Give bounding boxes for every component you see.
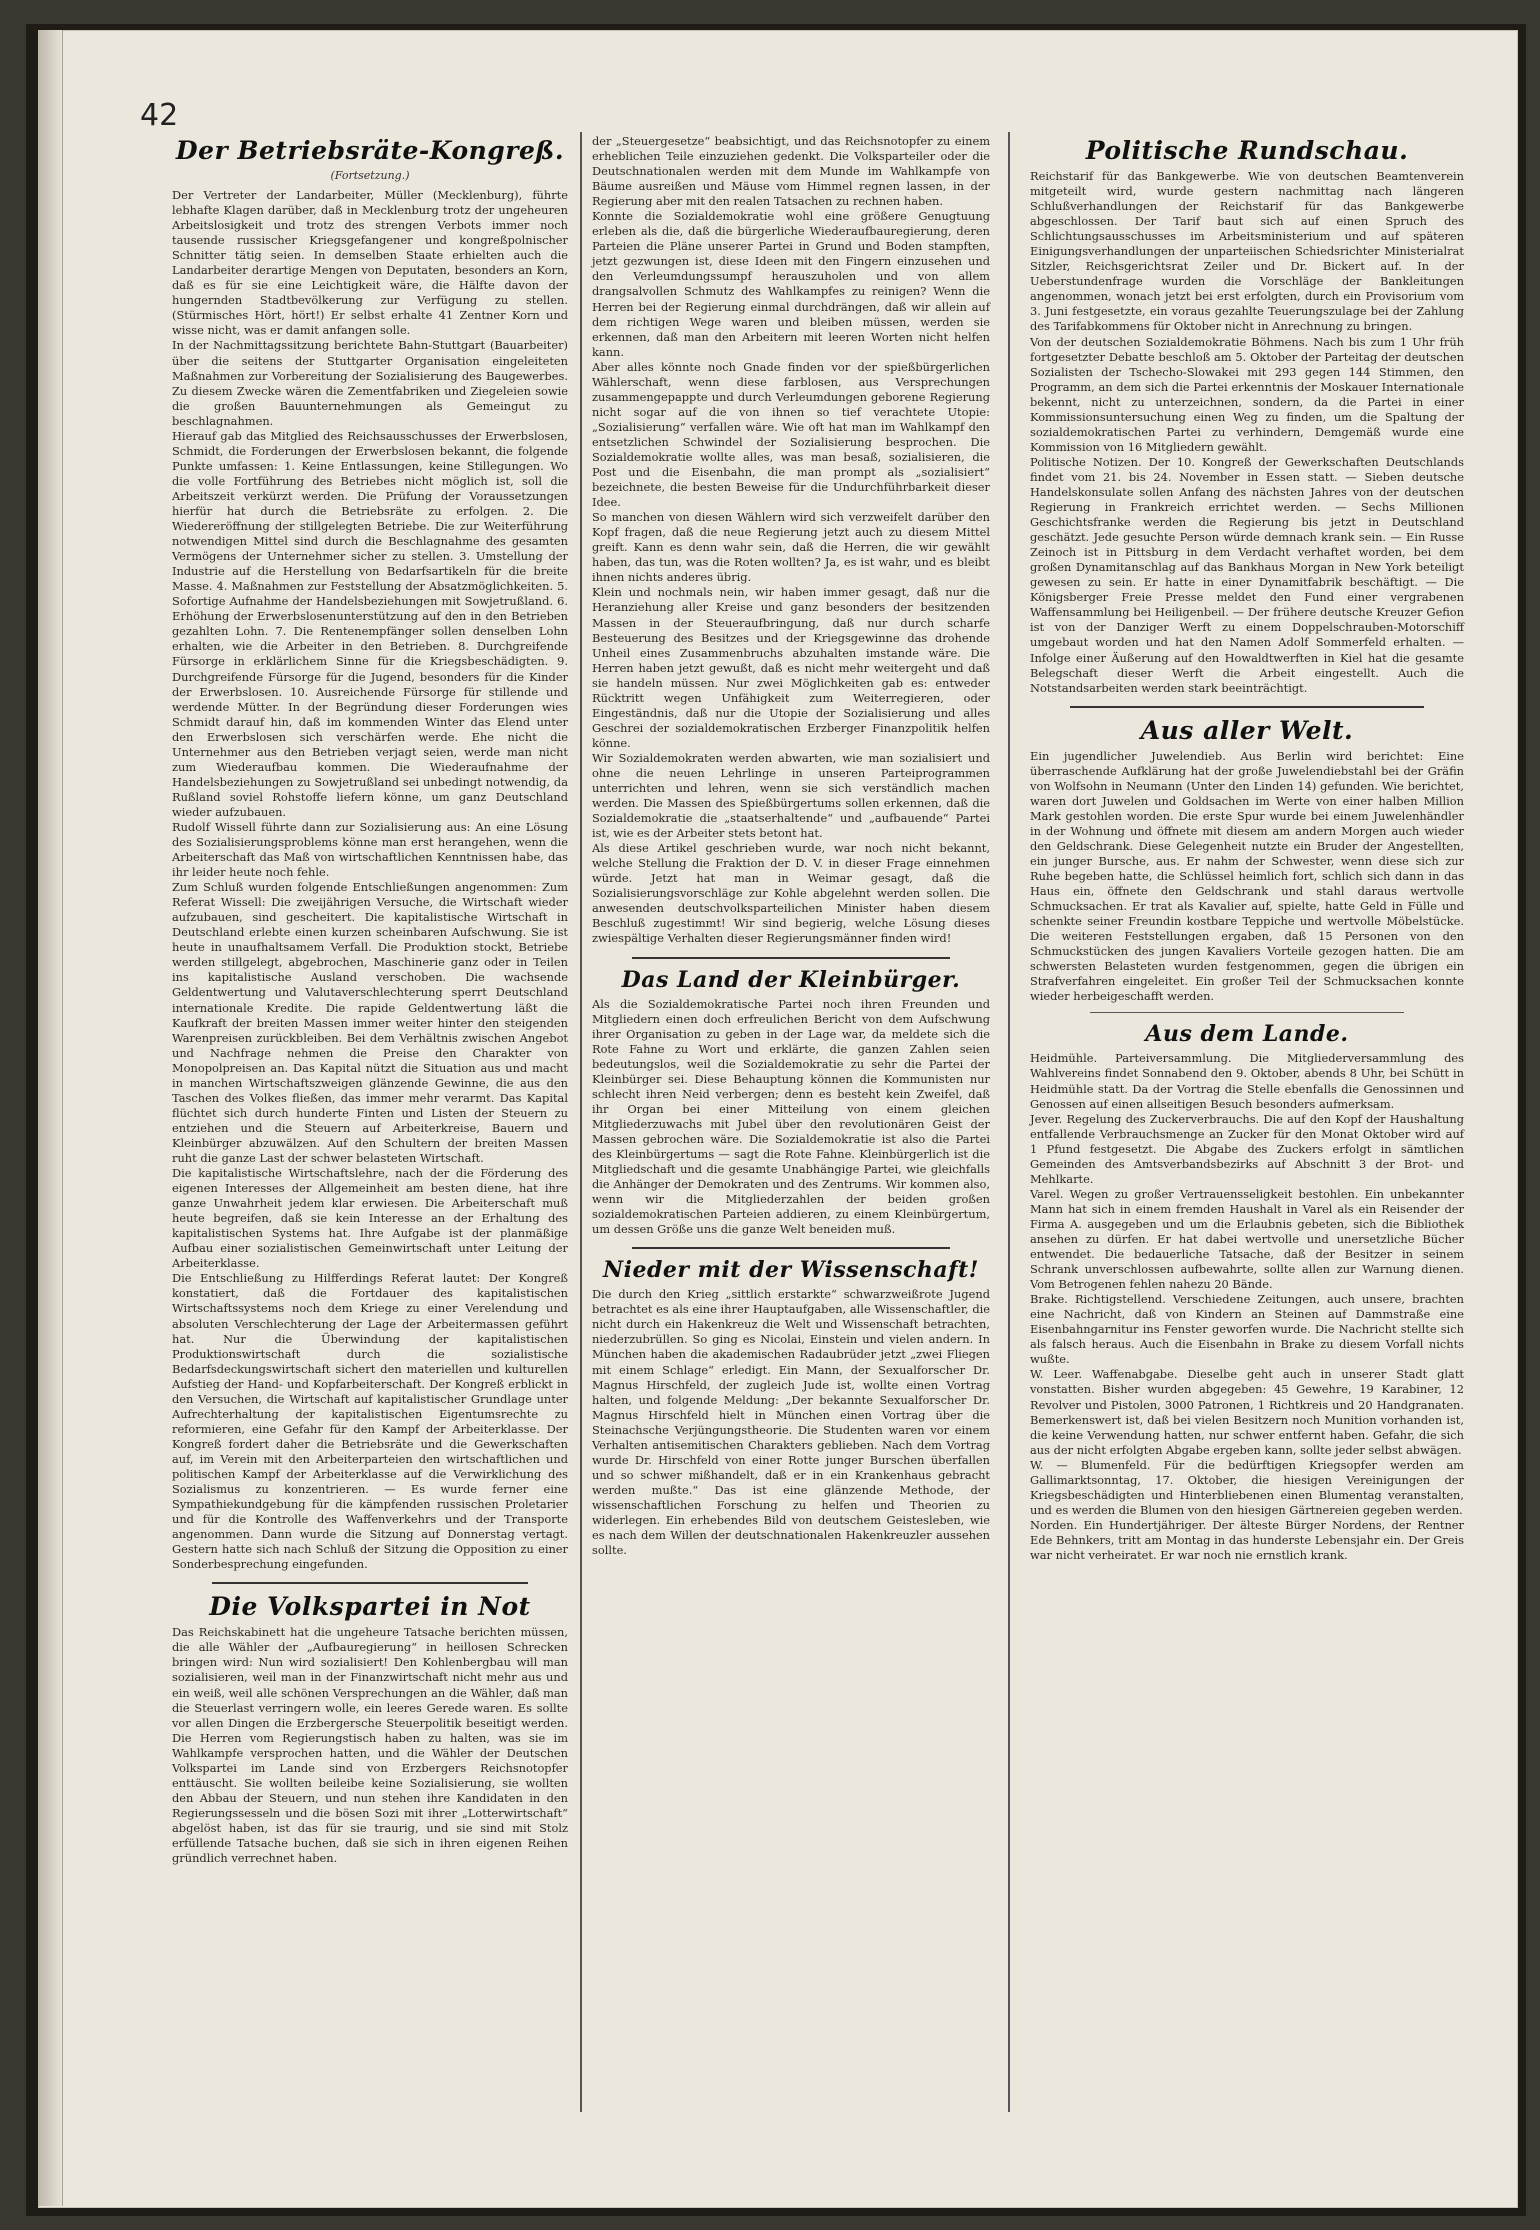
article-separator	[632, 1247, 950, 1249]
article-paragraph: Ein jugendlicher Juwelendieb. Aus Berlin wird berichtet: Eine überraschende Aufklärung hat der große Juwelendiebstahl bei der Gräfin von Wolfsohn in Neumann (Unter den Linden 14) gefunden. Wie berichtet, waren dort Juwelen und Goldsachen im Werte von einer halben Million Mark gestohlen worden. Die erste Spur wurde bei einem Juwelenhändler in der Wohnung und öffnete mit diesem am andern Morgen auch wieder den Geldschrank. Diese Gelegenheit nutzte ein Bruder der Angestellten, ein junger Bursche, aus. Er nahm der Schwester, wenn diese sich zur Ruhe begeben hatte, die Schlüssel heimlich fort, schlich sich dann in das Haus ein, öffnete den Geldschrank und stahl daraus wertvolle Schmucksachen. Er trat als Kavalier auf, spielte, hatte Geld in Fülle und schenkte seiner Freundin kostbare Teppiche und wertvolle Möbelstücke. Die weiteren Feststellungen ergaben, daß 15 Personen von den Schmuckstücken des jungen Kavaliers Vorteile gezogen hatten. Die am schwersten Belasteten wurden festgenommen, gegen die übrigen ein Strafverfahren eingeleitet. Ein großer Teil der Schmucksachen konnte wieder herbeigeschafft werden.	[1030, 748, 1464, 1004]
article-paragraph: Das Reichskabinett hat die ungeheure Tatsache berichten müssen, die alle Wähler der „Aufbauregierung“ in heillosen Schrecken bringen wird: Nun wird sozialisiert! Den Kohlenbergbau will man sozialisieren, weil man in der Finanzwirtschaft nicht mehr aus und ein weiß, weil alle schönen Versprechungen an die Wähler, daß man die Steuerlast verringern wolle, ein leeres Gerede waren. Es sollte vor allen Dingen die Erzbergersche Steuerpolitik beseitigt werden. Die Herren vom Regierungstisch haben zu halten, was sie im Wahlkampfe versprochen hatten, und die Wähler der Deutschen Volkspartei im Lande sind von Erzbergers Reichsnotopfer enttäuscht. Sie wollten beileibe keine Sozialisierung, sie wollten den Abbau der Steuern, und nun stehen ihre Kandidaten in den Regierungssesseln und die bösen Sozi mit ihrer „Lotterwirtschaft“ abgelöst haben, ist das für sie traurig, und sie sind mit Stolz erfüllende Tatsache buchen, daß sie sich in ihren eigenen Reihen gründlich verrechnet haben.	[172, 1625, 568, 1866]
article-paragraph: Hierauf gab das Mitglied des Reichsausschusses der Erwerbslosen, Schmidt, die Forderungen der Erwerbslosen bekannt, die folgende Punkte umfassen: 1. Keine Entlassungen, keine Stillegungen. Wo die volle Fortführung des Betriebes nicht möglich ist, soll die Arbeitszeit verkürzt werden. Die Prüfung der Voraussetzungen hierfür hat durch die Betriebsräte zu erfolgen. 2. Die Wiedereröffnung der stillgelegten Betriebe. Die zur Weiterführung notwendigen Mittel sind durch die Beschlagnahme des gesamten Vermögens der Unternehmer sicher zu stellen. 3. Umstellung der Industrie auf die Herstellung von Bedarfsartikeln für die breite Masse. 4. Maßnahmen zur Feststellung der Absatzmöglichkeiten. 5. Sofortige Aufnahme der Handelsbeziehungen mit Sowjetrußland. 6. Erhöhung der Erwerbslosenunterstützung auf den in den Betrieben gezahlten Lohn. 7. Die Rentenempfänger sollen denselben Lohn erhalten, wie die Arbeiter in den Betrieben. 8. Durchgreifende Fürsorge in erklärlichem Sinne für die Kriegsbeschädigten. 9. Durchgreifende Fürsorge für die Jugend, besonders für die Kinder der Erwerbslosen. 10. Ausreichende Fürsorge für stillende und werdende Mütter. In der Begründung dieser Forderungen wies Schmidt darauf hin, daß im kommenden Winter das Elend unter den Erwerbslosen sich verschärfen werde. Ehe nicht die Unternehmer aus den Betrieben verjagt seien, werde man nicht zum Wiederaufbau kommen. Die Wiederaufnahme der Handelsbeziehungen zu Sowjetrußland sei unbedingt notwendig, da Rußland soviel Rohstoffe liefern könne, um ganz Deutschland wieder aufzubauen.	[172, 428, 568, 819]
article-separator	[632, 957, 950, 959]
headline-betriebsraete: Der Betriebsräte-Kongreß.	[175, 136, 565, 165]
headline-volkspartei: Die Volkspartei in Not	[209, 1592, 531, 1622]
article-separator	[1070, 706, 1424, 708]
article-paragraph: Jever. Regelung des Zuckerverbrauchs. Die auf den Kopf der Haushaltung entfallende Verbrauchsmenge an Zucker für den Monat Oktober wird auf 1 Pfund festgesetzt. Die Abgabe des Zuckers erfolgt in sämtlichen Gemeinden des Amtsverbandsbezirks auf Abschnitt 3 der Brot- und Mehlkarte.	[1030, 1111, 1464, 1186]
article-paragraph: Die durch den Krieg „sittlich erstarkte“ schwarzweißrote Jugend betrachtet es als eine ihrer Hauptaufgaben, alle Wissenschaftler, die nicht durch ein Hakenkreuz die Welt und Wissenschaft betrachten, niederzubrüllen. So ging es Nicolai, Einstein und vielen andern. In München haben die akademischen Radaubrüder jetzt „zwei Fliegen mit einem Schlage“ erledigt. Ein Mann, der Sexualforscher Dr. Magnus Hirschfeld, der zugleich Jude ist, wollte einen Vortrag halten, und folgende Meldung: „Der bekannte Sexualforscher Dr. Magnus Hirschfeld hielt in München einen Vortrag über die Steinachsche Verjüngungstheorie. Die Studenten waren vor einem Verhalten antisemitischen Charakters geblieben. Nach dem Vortrag wurde Dr. Hirschfeld von einer Rotte junger Burschen überfallen und so schwer mißhandelt, daß er in ein Krankenhaus gebracht werden mußte.“ Das ist eine glänzende Methode, der wissenschaftlichen Forschung zu helfen und Theorien zu widerlegen. Ein erhebendes Bild von deutschem Geistesleben, wie es nach dem Willen der deutschnationalen Hakenkreuzler aussehen sollte.	[592, 1287, 990, 1558]
article-paragraph: Aber alles könnte noch Gnade finden vor der spießbürgerlichen Wählerschaft, wenn diese farblosen, aus Versprechungen zusammengepappte und durch Verleumdungen geborene Regierung nicht sogar auf die von ihnen so tief verachtete Utopie: „Sozialisierung“ verfallen wäre. Wie oft hat man im Wahlkampf den entsetzlichen Schwindel der Sozialisierung besprochen. Die Sozialdemokratie wollte alles, was man besaß, sozialisieren, die Post und die Eisenbahn, die man prompt als „sozialisiert“ bezeichnete, die besten Beweise für die Undurchführbarkeit dieser Idee.	[592, 359, 990, 510]
article-paragraph: Wir Sozialdemokraten werden abwarten, wie man sozialisiert und ohne die neuen Lehrlinge in unseren Parteiprogrammen unterrichten und lehren, wenn sie sich verständlich machen werden. Die Massen des Spießbürgertums sollen erkennen, daß die Sozialdemokratie die „staatserhaltende“ und „aufbauende“ Partei ist, wie es der Arbeiter stets betont hat.	[592, 750, 990, 841]
article-paragraph: Die Entschließung zu Hilfferdings Referat lautet: Der Kongreß konstatiert, daß die Fortdauer des kapitalistischen Wirtschaftssystems noch dem Kriege zu einer Verelendung und absoluten Verschlechterung der Lage der Arbeitermassen geführt hat. Nur die Überwindung der kapitalistischen Produktionswirtschaft durch die sozialistische Bedarfsdeckungswirtschaft sichert den materiellen und kulturellen Aufstieg der Hand- und Kopfarbeiterschaft. Der Kongreß erblickt in den Versuchen, die Wirtschaft auf kapitalistischer Grundlage unter Aufrechterhaltung der kapitalistischen Eigentumsrechte zu reformieren, eine Gefahr für den Kampf der Arbeiterklasse. Der Kongreß fordert daher die Betriebsräte und die Gewerkschaften auf, im Verein mit den Arbeiterparteien den wirtschaftlichen und politischen Kampf der Arbeiterklasse auf die Verwirklichung des Sozialismus zu konzentrieren. — Es wurde ferner eine Sympathiekundgebung für die kämpfenden russischen Proletarier und für die Kontrolle des Waffenverkehrs und der Transporte angenommen. Dann wurde die Sitzung auf Donnerstag vertagt. Gestern hatte sich nach Schluß der Sitzung die Opposition zu einer Sonderbesprechung eingefunden.	[172, 1271, 568, 1572]
column-right	[1030, 128, 1464, 1563]
article-paragraph: der „Steuergesetze“ beabsichtigt, und das Reichsnotopfer zu einem erheblichen Teile einzuziehen gedenkt. Die Volksparteiler oder die Deutschnationalen werden mit dem Munde im Wahlkampfe von Bäume ausreißen und Mäuse vom Himmel regnen lassen, in der Regierung aber mit den realen Tatsachen zu rechnen haben.	[592, 134, 990, 209]
article-paragraph: Die kapitalistische Wirtschaftslehre, nach der die Förderung des eigenen Interesses der Allgemeinheit am besten diene, hat ihre ganze Unwahrheit jedem klar erwiesen. Die Arbeiterschaft muß heute begreifen, daß sie kein Interesse an der Erhaltung des kapitalistischen Systems hat. Ihre Aufgabe ist der planmäßige Aufbau einer sozialistischen Gemeinwirtschaft unter Leitung der Arbeiterklasse.	[172, 1166, 568, 1271]
column-middle	[592, 134, 990, 1558]
article-paragraph: Reichstarif für das Bankgewerbe. Wie von deutschen Beamtenverein mitgeteilt wird, wurde gestern nachmittag nach längeren Schlußverhandlungen der Reichstarif für das Bankgewerbe abgeschlossen. Der Tarif baut sich auf einen Spruch des Schlichtungsausschusses im Arbeitsministerium und auf späteren Einigungsverhandlungen der unparteiischen Schiedsrichter Ministerialrat Sitzler, Reichsgerichtsrat Zeiler und Dr. Bickert auf. In der Ueberstundenfrage wurden die Vorschläge der Bankleitungen angenommen, wonach jetzt bei erst erfolgten, durch ein Provisorium vom 3. Juni festgesetzte, ein voraus gezahlte Teuerungszulage bei der Zahlung des Tarifabkommens für Oktober nicht in Anrechnung zu bringen.	[1030, 169, 1464, 334]
headline-kleinbuerger: Das Land der Kleinbürger.	[621, 966, 961, 993]
article-paragraph: Konnte die Sozialdemokratie wohl eine größere Genugtuung erleben als die, daß die bürgerliche Wiederaufbauregierung, deren Parteien die Pläne unserer Partei in Grund und Boden stampften, jetzt gezwungen ist, diese Ideen mit den Fingern einzusehen und den Verleumdungssumpf herauszuholen und von allem drangsalvollen Schmutz des Wahlkampfes zu reinigen? Wenn die Herren bei der Regierung einmal durchdrängen, daß wir allein auf dem richtigen Wege waren und bleiben müssen, werden sie erkennen, daß man den Arbeitern mit leeren Worten nicht helfen kann.	[592, 209, 990, 359]
page-number: 42	[140, 98, 179, 133]
headline-wissenschaft: Nieder mit der Wissenschaft!	[603, 1257, 979, 1284]
article-paragraph: W. — Blumenfeld. Für die bedürftigen Kriegsopfer werden am Gallimarktsonntag, 17. Oktober, die hiesigen Vereinigungen der Kriegsbeschädigten und Hinterbliebenen einen Blumentag veranstalten, und es werden die Blumen von den hiesigen Gärtnereien gegeben werden.	[1030, 1457, 1464, 1517]
article-paragraph: Der Vertreter der Landarbeiter, Müller (Mecklenburg), führte lebhafte Klagen darüber, daß in Mecklenburg trotz der ungeheuren Arbeitslosigkeit und trotz des strengen Verbots immer noch tausende russischer Kriegsgefangener und kongreßpolnischer Schnitter tätig seien. In demselben Staate erhielten auch die Landarbeiter derartige Mengen von Deputaten, besonders an Korn, daß es für sie eine Leichtigkeit wäre, die Hälfte davon der hungernden Stadtbevölkerung zur Verfügung zu stellen. (Stürmisches Hört, hört!) Er selbst erhalte 41 Zentner Korn und wisse nicht, was er damit anfangen solle.	[172, 188, 568, 338]
article-paragraph: Klein und nochmals nein, wir haben immer gesagt, daß nur die Heranziehung aller Kreise und ganz besonders der besitzenden Massen in der Steueraufbringung, daß nur durch scharfe Besteuerung des Besitzes und der Kriegsgewinne das drohende Unheil eines Zusammenbruchs abzuhalten imstande wäre. Die Herren haben jetzt gewußt, daß es nicht mehr weitergeht und daß sie handeln müssen. Nur zwei Möglichkeiten gab es: entweder Rücktritt wegen Unfähigkeit zum Weiterregieren, oder Eingeständnis, daß nur die Utopie der Sozialisierung und alles Geschrei der sozialdemokratischen Erzberger Finanzpolitik helfen könne.	[592, 585, 990, 750]
article-paragraph: Norden. Ein Hundertjähriger. Der älteste Bürger Nordens, der Rentner Ede Behnkers, tritt am Montag in das hunderste Lebensjahr ein. Der Greis war nicht verheiratet. Er war noch nie ernstlich krank.	[1030, 1517, 1464, 1562]
article-paragraph: Als die Sozialdemokratische Partei noch ihren Freunden und Mitgliedern einen doch erfreulichen Bericht von dem Aufschwung ihrer Organisation zu geben in der Lage war, da meldete sich die Rote Fahne zu Wort und erklärte, die ganzen Zahlen seien bedeutungslos, weil die Sozialdemokratie zu sehr die Partei der Kleinbürger sei. Diese Behauptung können die Kommunisten nur schlecht ihren Neid verbergen; denn es besteht kein Zweifel, daß ihr Organ bei einer Mitteilung von einem gleichen Mitgliederzuwachs mit Jubel über den revolutionären Geist der Massen gebrochen wäre. Die Sozialdemokratie ist also die Partei des Kleinbürgertums — sagt die Rote Fahne. Kleinbürgerlich ist die Mitgliedschaft und die gesamte Unabhängige Partei, wie gleichfalls die Anhänger der Demokraten und des Zentrums. Wir kommen also, wenn wir die Mitgliederzahlen der beiden großen sozialdemokratischen Parteien addieren, zu einem Kleinbürgertum, um dessen Größe uns die ganze Welt beneiden muß.	[592, 996, 990, 1237]
headline-rundschau: Politische Rundschau.	[1085, 136, 1409, 165]
article-paragraph: So manchen von diesen Wählern wird sich verzweifelt darüber den Kopf fragen, daß die neue Regierung jetzt auch zu diesem Mittel greift. Kann es denn wahr sein, daß die Herren, die wir gewählt haben, das tun, was die Roten wollten? Ja, es ist wahr, und es bleibt ihnen nichts anderes übrig.	[592, 510, 990, 585]
headline-subtitle: (Fortsetzung.)	[330, 169, 410, 182]
article-paragraph: Als diese Artikel geschrieben wurde, war noch nicht bekannt, welche Stellung die Fraktion der D. V. in dieser Frage einnehmen würde. Jetzt hat man in Weimar gesagt, daß die Sozialisierungsvorschläge zur Kohle abgelehnt werden sollen. Die anwesenden deutschvolksparteilichen Minister haben diesem Beschluß zugestimmt! Wir sind begierig, welche Lösung dieses zwiespältige Verhalten dieser Regierungsmänner finden wird!	[592, 841, 990, 946]
article-paragraph: Heidmühle. Parteiversammlung. Die Mitgliederversammlung des Wahlvereins findet Sonnabend den 9. Oktober, abends 8 Uhr, bei Schütt in Heidmühle statt. Da der Vortrag die Stelle ebenfalls die Genossinnen und Genossen auf einen allseitigen Besuch besonders aufmerksam.	[1030, 1051, 1464, 1111]
article-paragraph: Brake. Richtigstellend. Verschiedene Zeitungen, auch unsere, brachten eine Nachricht, daß von Kindern an Steinen auf Dammstraße eine Eisenbahngarnitur ins Fenster geworfen wurde. Die Nachricht stellte sich als falsch heraus. Auch die Eisenbahn in Brake zu diesem Vorfall nichts wußte.	[1030, 1292, 1464, 1367]
article-paragraph: Rudolf Wissell führte dann zur Sozialisierung aus: An eine Lösung des Sozialisierungsproblems könne man erst herangehen, wenn die Arbeiterschaft das Maß von wirtschaftlichen Kenntnissen habe, das ihr leider heute noch fehle.	[172, 819, 568, 880]
article-paragraph: Zum Schluß wurden folgende Entschließungen angenommen: Zum Referat Wissell: Die zweijährigen Versuche, die Wirtschaft wieder aufzubauen, sind gescheitert. Die kapitalistische Wirtschaft in Deutschland erlebte einen kurzen scheinbaren Aufschwung. Sie ist heute in unaufhaltsamem Verfall. Die Produktion stockt, Betriebe werden stillgelegt, abgebrochen, Maschinerie ganz oder in Teilen ins kapitalistische Ausland verschoben. Die wachsende Geldentwertung und Valutaverschlechterung sperrt Deutschland internationale Kredite. Die rapide Geldentwertung läßt die Kaufkraft der breiten Massen immer weiter hinter den steigenden Warenpreisen zurückbleiben. Bei dem Verhältnis zwischen Angebot und Nachfrage nehmen die Preise den Charakter von Monopolpreisen an. Das Kapital nützt die Situation aus und macht in manchen Wirtschaftszweigen glänzende Gewinne, die aus den Taschen des Volkes fließen, das immer mehr verarmt. Das Kapital flüchtet sich durch hunderte Finten und Listen der Steuern zu entziehen und die Steuern auf Arbeiterkreise, Bauern und Kleinbürger abzuwälzen. Auf den Schultern der breiten Massen ruht die ganze Last der schwer belasteten Wirtschaft.	[172, 880, 568, 1165]
column-rule	[1008, 132, 1010, 2112]
article-paragraph: Von der deutschen Sozialdemokratie Böhmens. Nach bis zum 1 Uhr früh fortgesetzter Debatte beschloß am 5. Oktober der Parteitag der deutschen Sozialisten der Tschecho-Slowakei mit 293 gegen 144 Stimmen, den Programm, an dem sich die Partei erkenntnis der Moskauer Internationale bekennt, nicht zu unterzeichnen, sondern, da die Partei in einer Kommissionsuntersuchung einen Weg zu finden, um die Spaltung der sozialdemokratischen Partei zu verhindern, Demgemäß wurde eine Kommission von 16 Mitgliedern gewählt.	[1030, 334, 1464, 454]
column-left	[172, 128, 568, 1866]
headline-aus-aller-welt: Aus aller Welt.	[1140, 715, 1354, 745]
column-rule	[580, 132, 582, 2112]
headline-aus-dem-lande: Aus dem Lande.	[1145, 1021, 1349, 1048]
page-binding	[38, 30, 63, 2206]
article-paragraph: In der Nachmittagssitzung berichtete Bahn-Stuttgart (Bauarbeiter) über die seitens der Stuttgarter Organisation eingeleiteten Maßnahmen zur Vorbereitung der Sozialisierung des Baugewerbes. Zu diesem Zwecke wären die Zementfabriken und Ziegeleien sowie die großen Bauunternehmungen als Gemeingut zu beschlagnahmen.	[172, 338, 568, 428]
article-paragraph: Politische Notizen. Der 10. Kongreß der Gewerkschaften Deutschlands findet vom 21. bis 24. November in Essen statt. — Sieben deutsche Handelskonsulate sollen Anfang des nächsten Jahres von der deutschen Regierung in Frankreich errichtet werden. — Sechs Millionen Geschichtsfranke werden die Regierung bis jetzt in Deutschland geschätzt. Jede gesuchte Person würde demnach krank sein. — Ein Russe Zeinoch ist in Pittsburg in dem Verdacht verhaftet worden, bei dem großen Dynamitanschlag auf das Bankhaus Morgan in New York beteiligt gewesen zu sein. Er hatte in einer Dynamitfabrik beschäftigt. — Die Königsberger Freie Presse meldet den Fund einer vergrabenen Waffensammlung bei Heiligenbeil. — Der frühere deutsche Kreuzer Gefion ist von der Danziger Werft zu einem Doppelschrauben-Motorschiff umgebaut worden und hat den Namen Adolf Sommerfeld erhalten. — Infolge einer Äußerung auf den Howaldtwerften in Kiel hat die gesamte Belegschaft dieser Werft die Arbeit eingestellt. Auch die Notstandsarbeiten werden stark beeinträchtigt.	[1030, 454, 1464, 695]
article-separator	[212, 1582, 528, 1584]
article-paragraph: Varel. Wegen zu großer Vertrauensseligkeit bestohlen. Ein unbekannter Mann hat sich in einem fremden Haushalt in Varel als ein Reisender der Firma A. ausgegeben und um die Erlaubnis gebeten, sich die Bibliothek ansehen zu dürfen. Er hat dabei wertvolle und unersetzliche Bücher entwendet. Die bedauerliche Tatsache, daß der Besitzer in seinem Schrank unverschlossen aufbewahrte, sollte allen zur Warnung dienen. Vom Betrogenen fehlen nahezu 20 Bände.	[1030, 1186, 1464, 1292]
article-separator	[1090, 1012, 1404, 1013]
article-paragraph: W. Leer. Waffenabgabe. Dieselbe geht auch in unserer Stadt glatt vonstatten. Bisher wurden abgegeben: 45 Gewehre, 19 Karabiner, 12 Revolver und Pistolen, 3000 Patronen, 1 Richtkreis und 20 Handgranaten. Bemerkenswert ist, daß bei vielen Besitzern noch Munition vorhanden ist, die keine Verwendung hatten, nur schwer entfernt haben. Gefahr, die sich aus der nicht erfolgten Abgabe ergeben kann, sollte jeder selbst abwägen.	[1030, 1367, 1464, 1457]
